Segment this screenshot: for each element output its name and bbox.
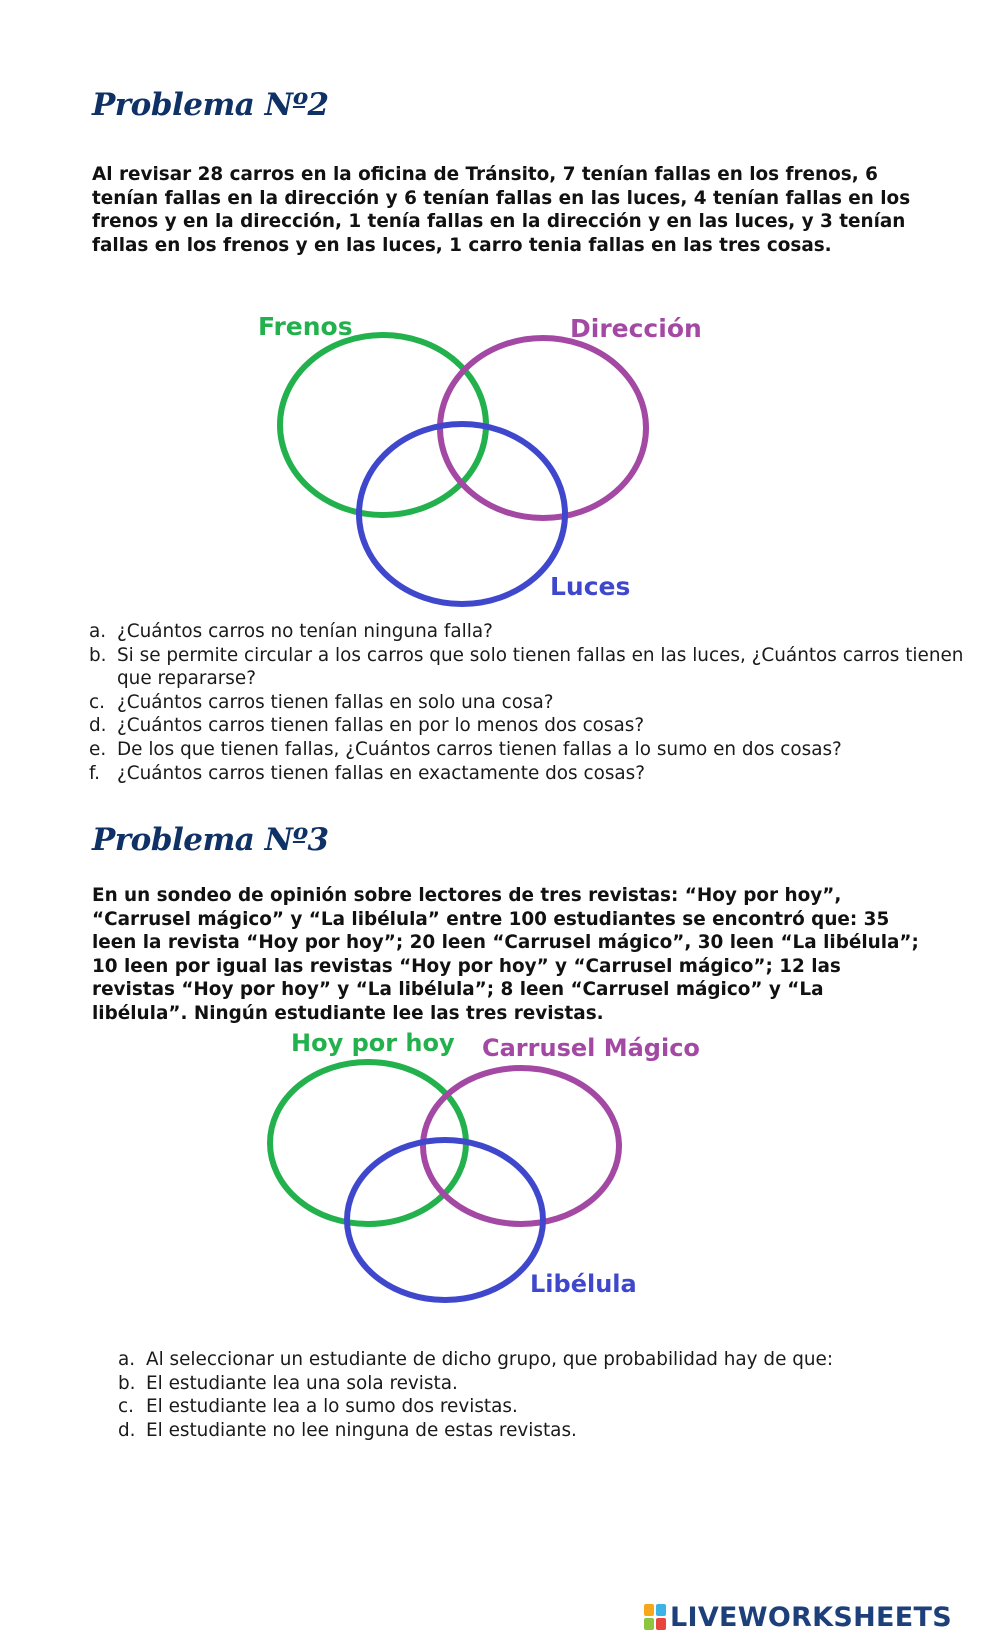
question-item: e. De los que tienen fallas, ¿Cuántos carros tienen fallas a lo sumo en dos cosas? xyxy=(89,738,969,762)
question-item: c. El estudiante lea a lo sumo dos revistas. xyxy=(118,1395,978,1419)
question-item: d. El estudiante no lee ninguna de estas revistas. xyxy=(118,1419,978,1443)
liveworksheets-brand xyxy=(644,1601,952,1633)
question-item: f. ¿Cuántos carros tienen fallas en exactamente dos cosas? xyxy=(89,762,969,786)
question-text: El estudiante lea una sola revista. xyxy=(146,1372,458,1394)
question-item: b. Si se permite circular a los carros que solo tienen fallas en las luces, ¿Cuántos carros tienen que repararse? xyxy=(89,644,969,691)
question-text: ¿Cuántos carros no tenían ninguna falla? xyxy=(117,621,493,642)
venn-label-direccion: Dirección xyxy=(570,314,702,343)
liveworksheets-logo-icon xyxy=(644,1604,666,1630)
venn-label-hoy-por-hoy: Hoy por hoy xyxy=(291,1029,455,1057)
question-text: De los que tienen fallas, ¿Cuántos carros tienen fallas a lo sumo en dos cosas? xyxy=(117,738,842,760)
venn-label-carrusel-magico: Carrusel Mágico xyxy=(482,1034,700,1062)
question-text: ¿Cuántos carros tienen fallas en exactamente dos cosas? xyxy=(117,762,646,784)
question-text: Al seleccionar un estudiante de dicho grupo, que probabilidad hay de que: xyxy=(146,1349,834,1370)
question-item: b. El estudiante lea una sola revista. xyxy=(118,1372,978,1396)
venn-diagram-problem-3 xyxy=(0,1025,1000,1310)
question-item: d. ¿Cuántos carros tienen fallas en por lo menos dos cosas? xyxy=(89,714,969,738)
question-text: ¿Cuántos carros tienen fallas en solo una cosa? xyxy=(117,691,554,713)
problem-3-title: Problema Nº3 xyxy=(92,822,329,858)
venn-circle-libelula xyxy=(347,1140,543,1300)
venn-label-luces: Luces xyxy=(550,572,631,601)
question-item: a. ¿Cuántos carros no tenían ninguna falla? xyxy=(89,620,969,644)
problem-2-statement: Al revisar 28 carros en la oficina de Tránsito, 7 tenían fallas en los frenos, 6 tenían fallas en la dirección y 6 tenían fallas en las luces, 4 tenían fallas en los frenos y en la dirección, 1 tenía fallas en la dirección y en las luces, y 3 tenían fallas en los frenos y en las luces, 1 carro tenia fallas en las tres cosas. xyxy=(92,164,911,256)
venn-label-libelula: Libélula xyxy=(530,1270,637,1298)
venn-circle-direccion xyxy=(440,338,646,518)
brand-name: LIVEWORKSHEETS xyxy=(669,1601,952,1633)
question-text: El estudiante no lee ninguna de estas revistas. xyxy=(146,1419,577,1441)
problem-2-questions xyxy=(89,620,969,785)
question-item: c. ¿Cuántos carros tienen fallas en solo una cosa? xyxy=(89,691,969,715)
question-text: El estudiante lea a lo sumo dos revistas. xyxy=(146,1396,518,1418)
question-item: a. Al seleccionar un estudiante de dicho grupo, que probabilidad hay de que: xyxy=(118,1348,978,1372)
problem-3-statement: En un sondeo de opinión sobre lectores de tres revistas: “Hoy por hoy”, “Carrusel mágico” y “La libélula” entre 100 estudiantes se encontró que: 35 leen la revista “Hoy por hoy”; 20 leen “Carrusel mágico”, 30 leen “La libélula”; 10 leen por igual las revistas “Hoy por hoy” y “Carrusel mágico”; 12 las revistas “Hoy por hoy” y “La libélula”; 8 leen “Carrusel mágico” y “La libélula”. Ningún estudiante lee las tres revistas. xyxy=(92,885,919,1024)
problem-3-questions xyxy=(118,1348,978,1442)
venn-diagram-problem-2 xyxy=(0,300,1000,620)
venn-circle-carrusel-magico xyxy=(423,1068,619,1224)
venn-label-frenos: Frenos xyxy=(258,312,353,341)
question-text: Si se permite circular a los carros que solo tienen fallas en las luces, ¿Cuántos carros tienen que repararse? xyxy=(117,644,964,690)
problem-2-title: Problema Nº2 xyxy=(92,87,329,123)
question-text: ¿Cuántos carros tienen fallas en por lo menos dos cosas? xyxy=(117,715,645,737)
